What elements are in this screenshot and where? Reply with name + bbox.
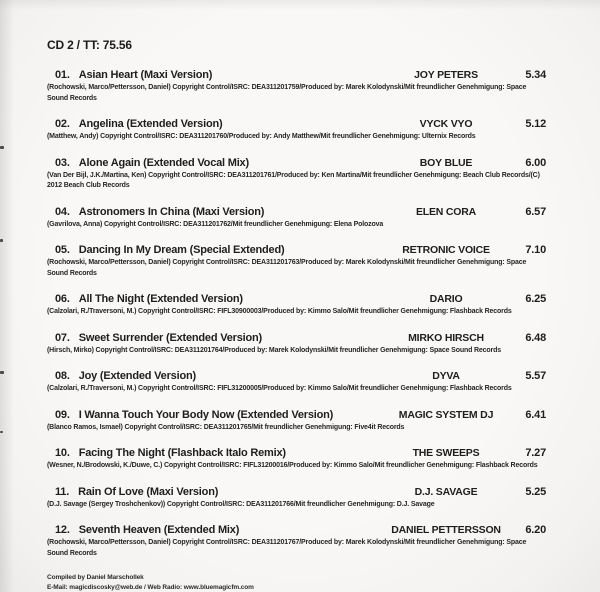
track-main-line bbox=[47, 157, 546, 170]
track-number: 12. bbox=[55, 524, 70, 536]
track-number: 10. bbox=[55, 447, 70, 459]
track-artist: THE SWEEPS bbox=[412, 447, 480, 459]
track-title-cell bbox=[55, 69, 376, 82]
track-artist: VYCK VYO bbox=[419, 118, 473, 130]
scan-artifact bbox=[0, 146, 4, 149]
track-credits: (Rochowski, Marco/Pettersson, Daniel) Copyright Control/ISRC: DEA311201763/Produced by: Marek Kolodynski/Mit freundlicher Genehmigung: Space Sound Records bbox=[47, 259, 527, 277]
track-duration: 5.25 bbox=[525, 485, 546, 498]
track-number: 03. bbox=[55, 156, 70, 169]
track-title-cell bbox=[55, 332, 376, 345]
track-artist: ELEN CORA bbox=[415, 205, 477, 218]
track-duration: 5.12 bbox=[525, 118, 546, 130]
track-title-cell bbox=[55, 244, 376, 257]
track-title-cell bbox=[55, 157, 376, 170]
track-credits: (Blanco Ramos, Ismael) Copyright Control/ISRC: DEA311201765/Mit freundlicher Genehmigung: Five4it Records bbox=[47, 423, 405, 431]
scan-artifact bbox=[0, 371, 4, 374]
track-credits: (Hirsch, Mirko) Copyright Control/ISRC: DEA311201764/Produced by: Marek Kolodynski/Mit freundlicher Genehmigung: Space Sound Records bbox=[47, 346, 501, 354]
track-number: 07. bbox=[55, 331, 70, 344]
track-credits: (Gavrilova, Anna) Copyright Control/ISRC: DEA311201762/Mit freundlicher Genehmigung: Elena Polozova bbox=[47, 220, 384, 228]
track-number: 08. bbox=[55, 370, 70, 382]
track-row bbox=[47, 332, 546, 357]
track-title-cell bbox=[55, 447, 376, 460]
track-row bbox=[47, 69, 546, 104]
track-number: 04. bbox=[55, 205, 70, 218]
track-artist: DANIEL PETTERSSON bbox=[391, 524, 501, 536]
track-duration: 6.57 bbox=[525, 205, 546, 218]
track-title-cell bbox=[55, 524, 376, 537]
track-title: I Wanna Touch Your Body Now (Extended Version) bbox=[78, 408, 334, 421]
track-title-cell bbox=[55, 118, 376, 131]
track-title: All The Night (Extended Version) bbox=[78, 293, 243, 305]
track-number: 01. bbox=[55, 69, 70, 81]
track-title-cell bbox=[55, 293, 376, 306]
track-row bbox=[47, 157, 546, 192]
track-duration: 6.25 bbox=[525, 293, 546, 305]
track-title: Seventh Heaven (Extended Mix) bbox=[78, 524, 240, 536]
track-row bbox=[47, 409, 546, 434]
scan-edge-shadow-top bbox=[0, 0, 600, 10]
track-artist: DARIO bbox=[429, 293, 463, 305]
track-row bbox=[47, 370, 546, 395]
track-duration: 6.41 bbox=[525, 408, 546, 421]
track-row bbox=[47, 293, 546, 318]
track-main-line bbox=[47, 206, 546, 219]
track-main-line bbox=[47, 524, 546, 537]
track-artist: RETRONIC VOICE bbox=[402, 244, 490, 256]
footer-contact: E-Mail: magicdiscosky@web.de / Web Radio: www.bluemagicfm.com bbox=[47, 583, 254, 591]
track-title-cell bbox=[55, 370, 376, 383]
track-title: Alone Again (Extended Vocal Mix) bbox=[78, 156, 249, 169]
track-duration: 5.34 bbox=[525, 69, 546, 81]
track-row bbox=[47, 486, 546, 511]
track-credits: (Wesner, N./Brodowski, K./Duwe, C.) Copyright Control/ISRC: FIFL31200016/Produced by: Kimmo Salo/Mit freundlicher Genehmigung: Flashback Records bbox=[47, 462, 538, 469]
scan-artifact bbox=[0, 431, 3, 433]
track-artist: DYVA bbox=[432, 370, 460, 382]
track-row bbox=[47, 206, 546, 231]
track-main-line bbox=[47, 409, 546, 422]
track-title-cell bbox=[55, 206, 376, 219]
scan-artifact bbox=[0, 239, 3, 242]
track-list bbox=[47, 69, 546, 559]
track-title: Rain Of Love (Maxi Version) bbox=[78, 485, 219, 498]
track-duration: 7.10 bbox=[525, 244, 546, 256]
track-duration: 6.20 bbox=[525, 524, 546, 536]
track-row bbox=[47, 244, 546, 279]
track-credits: (Matthew, Andy) Copyright Control/ISRC: DEA311201760/Produced by: Andy Matthew/Mit freundlicher Genehmigung: Ulternix Records bbox=[47, 133, 476, 140]
track-main-line bbox=[47, 447, 546, 460]
track-credits: (Rochowski, Marco/Pettersson, Daniel) Copyright Control/ISRC: DEA311201759/Produced by: Marek Kolodynski/Mit freundlicher Genehmigung: Space Sound Records bbox=[47, 84, 527, 102]
track-main-line bbox=[47, 293, 546, 306]
track-row bbox=[47, 118, 546, 143]
track-duration: 7.27 bbox=[525, 447, 546, 459]
track-number: 09. bbox=[55, 408, 70, 421]
scan-edge-shadow-left bbox=[0, 0, 14, 592]
track-number: 11. bbox=[55, 485, 70, 498]
track-artist: D.J. SAVAGE bbox=[414, 485, 478, 498]
track-credits: (D.J. Savage (Sergey Troshchenkov)) Copyright Control/ISRC: DEA311201766/Mit freundlicher Genehmigung: D.J. Savage bbox=[47, 500, 435, 508]
page-content bbox=[47, 38, 546, 592]
track-number: 06. bbox=[55, 293, 70, 305]
track-title: Sweet Surrender (Extended Version) bbox=[78, 331, 263, 344]
track-artist: BOY BLUE bbox=[419, 156, 473, 169]
track-title: Angelina (Extended Version) bbox=[78, 118, 223, 130]
track-title: Astronomers In China (Maxi Version) bbox=[78, 205, 265, 218]
track-credits: (Rochowski, Marco/Pettersson, Daniel) Copyright Control/ISRC: DEA311201767/Produced by: Marek Kolodynski/Mit freundlicher Genehmigung: Space Sound Records bbox=[47, 539, 527, 557]
track-duration: 5.57 bbox=[525, 370, 546, 382]
track-title: Facing The Night (Flashback Italo Remix) bbox=[78, 447, 286, 459]
track-number: 05. bbox=[55, 244, 70, 256]
track-credits: (Calzolari, R./Traversoni, M.) Copyright Control/ISRC: FIFL30900003/Produced by: Kimmo Salo/Mit freundlicher Genehmigung: Flashback Records bbox=[47, 308, 512, 315]
footer-compiled-by: Compiled by Daniel Marschollek bbox=[47, 574, 144, 581]
track-artist: MIRKO HIRSCH bbox=[408, 331, 484, 344]
track-title: Dancing In My Dream (Special Extended) bbox=[78, 244, 285, 256]
track-row bbox=[47, 524, 546, 559]
track-duration: 6.00 bbox=[525, 156, 546, 169]
track-number: 02. bbox=[55, 118, 70, 130]
track-title-cell bbox=[55, 486, 376, 499]
track-credits: (Calzolari, R./Traversoni, M.) Copyright Control/ISRC: FIFL31200005/Produced by: Kimmo Salo/Mit freundlicher Genehmigung: Flashback Records bbox=[47, 385, 512, 392]
track-main-line bbox=[47, 486, 546, 499]
track-artist: MAGIC SYSTEM DJ bbox=[398, 408, 494, 421]
footer bbox=[47, 573, 546, 592]
track-main-line bbox=[47, 118, 546, 131]
track-row bbox=[47, 447, 546, 472]
track-main-line bbox=[47, 370, 546, 383]
track-credits: (Van Der Bijl, J.K./Martina, Ken) Copyright Control/ISRC: DEA311201761/Produced by: Ken Martina/Mit freundlicher Genehmigung: Beach Club Records/(C) 2012 Beach Club Records bbox=[47, 171, 540, 189]
track-main-line bbox=[47, 332, 546, 345]
track-duration: 6.48 bbox=[525, 331, 546, 344]
track-title: Asian Heart (Maxi Version) bbox=[78, 69, 213, 81]
track-main-line bbox=[47, 69, 546, 82]
track-artist: JOY PETERS bbox=[414, 69, 478, 81]
track-main-line bbox=[47, 244, 546, 257]
disc-header: CD 2 / TT: 75.56 bbox=[47, 38, 132, 52]
track-title: Joy (Extended Version) bbox=[78, 370, 196, 382]
track-title-cell bbox=[55, 409, 376, 422]
